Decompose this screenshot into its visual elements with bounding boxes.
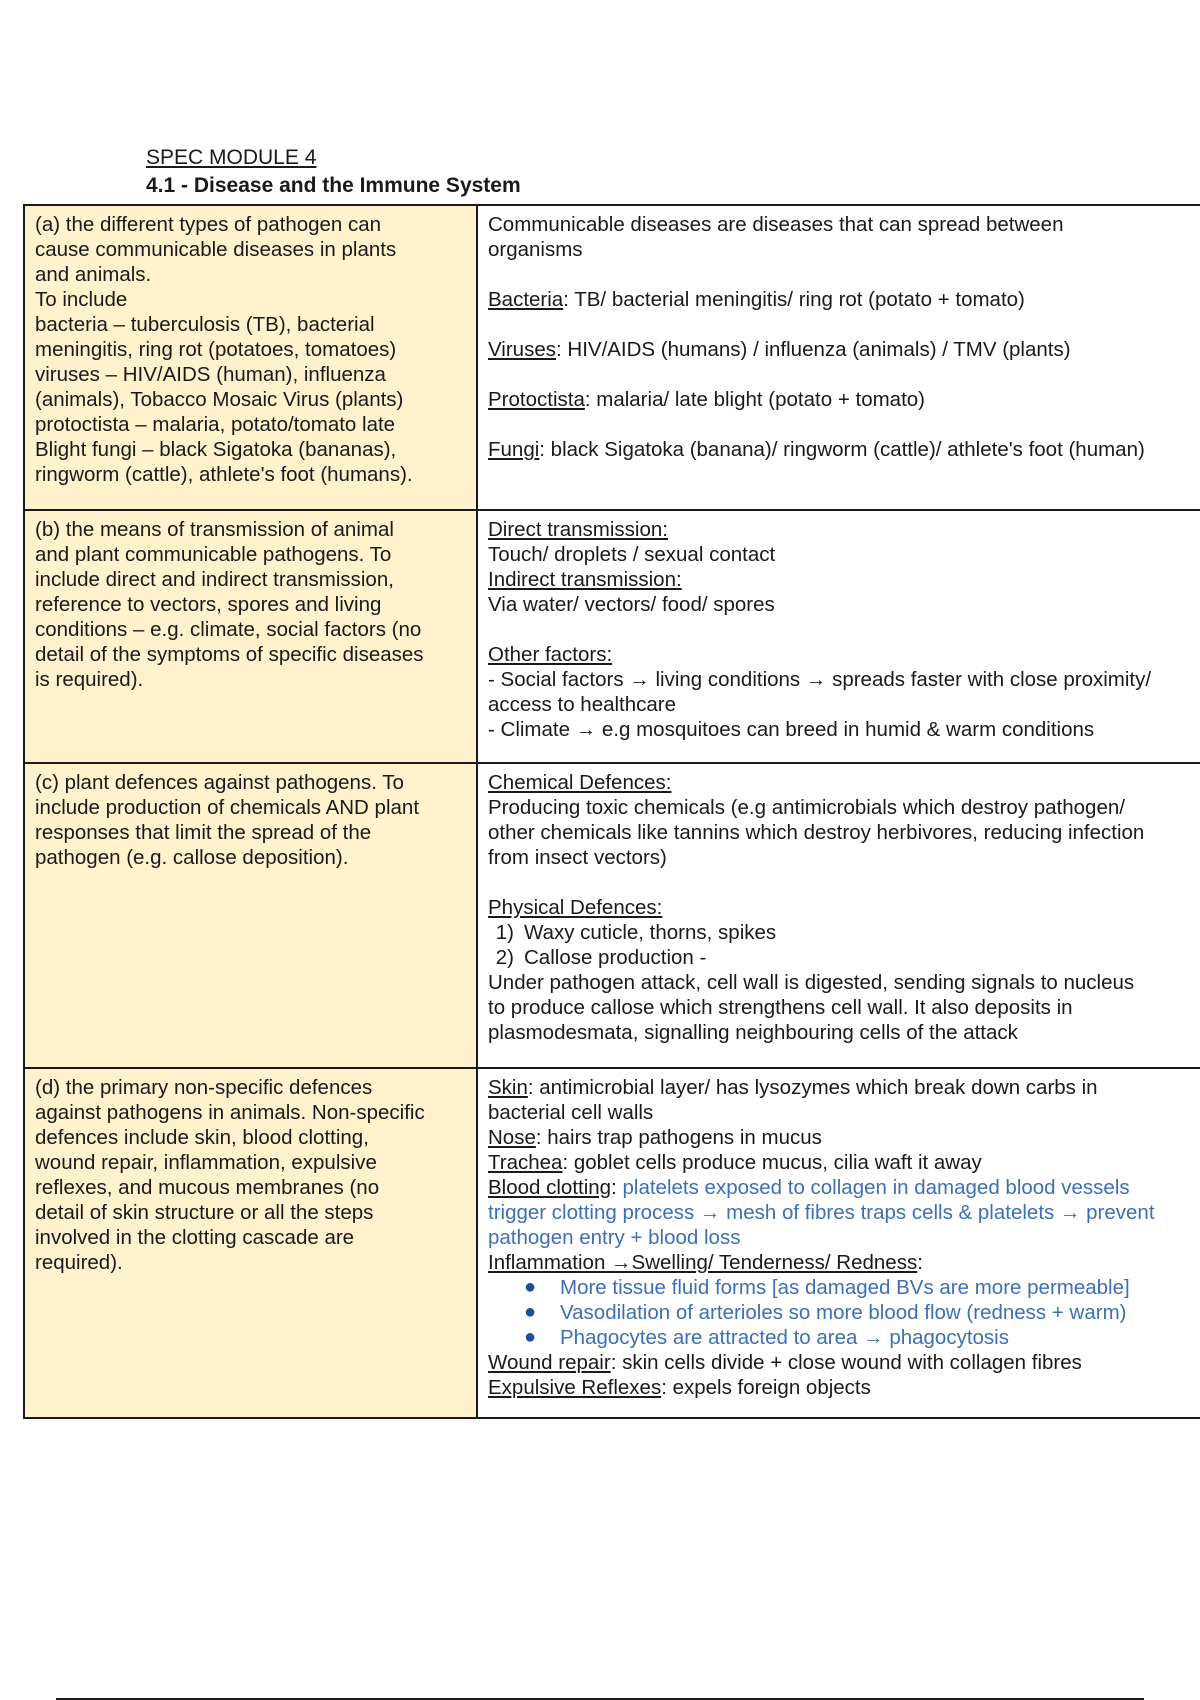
spec-line: involved in the clotting cascade are — [35, 1226, 355, 1249]
clotting-sep: : — [611, 1176, 617, 1199]
notes-blood-clotting — [488, 1175, 1200, 1200]
spec-line: and plant communicable pathogens. To — [35, 543, 392, 566]
numbered-item-2 — [488, 945, 1200, 970]
spec-line: detail of the symptoms of specific diseases — [35, 643, 424, 666]
spec-cell-d — [24, 1068, 477, 1418]
social-factors-line: - Social factors → living conditions → spreads faster with close proximity/ — [488, 668, 1152, 691]
notes-intro-line: Communicable diseases are diseases that can spread between — [488, 213, 1064, 236]
spec-line: viruses – HIV/AIDS (human), influenza — [35, 363, 386, 386]
notes-bacteria — [488, 287, 1200, 312]
notes-viruses — [488, 337, 1200, 362]
skin-text: : antimicrobial layer/ has lysozymes which break down carbs in — [527, 1076, 1098, 1099]
table-row-d — [24, 1068, 1200, 1418]
wound-text: : skin cells divide + close wound with collagen fibres — [610, 1351, 1082, 1374]
notes-fungi — [488, 437, 1200, 462]
chemical-defences-line: other chemicals like tannins which destroy herbivores, reducing infection — [488, 821, 1145, 844]
skin-label: Skin — [488, 1076, 528, 1099]
document-header — [146, 144, 521, 200]
list-item — [488, 1325, 1200, 1350]
spec-notes-table — [23, 204, 1200, 1419]
spec-line: cause communicable diseases in plants — [35, 238, 397, 261]
spec-line: To include — [35, 288, 128, 311]
chemical-defences-line: from insect vectors) — [488, 846, 667, 869]
trachea-text: : goblet cells produce mucus, cilia waft it away — [562, 1151, 982, 1174]
numbered-item-1 — [488, 920, 1200, 945]
spec-line: responses that limit the spread of the — [35, 821, 372, 844]
spec-line: is required). — [35, 668, 144, 691]
item-text: Callose production - — [524, 946, 707, 969]
callose-line: plasmodesmata, signalling neighbouring cells of the attack — [488, 1021, 1018, 1044]
direct-transmission-label: Direct transmission: — [488, 518, 668, 541]
spec-line: include production of chemicals AND plant — [35, 796, 420, 819]
spec-line: detail of skin structure or all the steps — [35, 1201, 374, 1224]
bullet-icon: ● — [524, 1276, 537, 1298]
spec-cell-a — [24, 205, 477, 510]
skin-text-cont: bacterial cell walls — [488, 1101, 654, 1124]
spec-line: (a) the different types of pathogen can — [35, 213, 382, 236]
bullet-icon: ● — [524, 1301, 537, 1323]
notes-cell-c — [477, 763, 1200, 1068]
clotting-text-cont: trigger clotting process → mesh of fibres traps cells & platelets → prevent — [488, 1201, 1155, 1224]
list-item — [488, 1300, 1200, 1325]
spec-line: pathogen (e.g. callose deposition). — [35, 846, 349, 869]
spec-line: (b) the means of transmission of animal — [35, 518, 394, 541]
notes-skin — [488, 1075, 1200, 1100]
callose-line: to produce callose which strengthens cell wall. It also deposits in — [488, 996, 1073, 1019]
notes-intro-line: organisms — [488, 238, 583, 261]
chemical-defences-label: Chemical Defences: — [488, 771, 672, 794]
climate-line: - Climate → e.g mosquitoes can breed in humid & warm conditions — [488, 718, 1095, 741]
bullet-icon: ● — [524, 1326, 537, 1348]
viruses-text: : HIV/AIDS (humans) / influenza (animals) / TMV (plants) — [556, 338, 1071, 361]
direct-transmission-text: Touch/ droplets / sexual contact — [488, 543, 776, 566]
item-number: 2) — [495, 946, 514, 969]
notes-nose — [488, 1125, 1200, 1150]
notes-cell-d — [477, 1068, 1200, 1418]
spec-line: conditions – e.g. climate, social factors (no — [35, 618, 422, 641]
spec-line: against pathogens in animals. Non-specific — [35, 1101, 425, 1124]
spec-line: Blight fungi – black Sigatoka (bananas), — [35, 438, 397, 461]
bullet-text: Phagocytes are attracted to area → phagocytosis — [560, 1326, 1009, 1349]
notes-cell-b — [477, 510, 1200, 763]
notes-expulsive — [488, 1375, 1200, 1400]
table-row-a — [24, 205, 1200, 510]
spec-line: bacteria – tuberculosis (TB), bacterial — [35, 313, 375, 336]
spec-line: (d) the primary non-specific defences — [35, 1076, 373, 1099]
spec-line: reference to vectors, spores and living — [35, 593, 382, 616]
indirect-transmission-label: Indirect transmission: — [488, 568, 682, 591]
item-text: Waxy cuticle, thorns, spikes — [524, 921, 777, 944]
protoctista-text: : malaria/ late blight (potato + tomato) — [584, 388, 925, 411]
notes-trachea — [488, 1150, 1200, 1175]
module-title: SPEC MODULE 4 — [146, 146, 317, 169]
wound-label: Wound repair — [488, 1351, 611, 1374]
spec-line: protoctista – malaria, potato/tomato late — [35, 413, 396, 436]
spec-line: wound repair, inflammation, expulsive — [35, 1151, 377, 1174]
fungi-text: : black Sigatoka (banana)/ ringworm (cattle)/ athlete's foot (human) — [539, 438, 1145, 461]
expulsive-text: : expels foreign objects — [661, 1376, 871, 1399]
viruses-label: Viruses — [488, 338, 556, 361]
bullet-text: More tissue fluid forms [as damaged BVs are more permeable] — [560, 1276, 1130, 1299]
nose-text: : hairs trap pathogens in mucus — [535, 1126, 822, 1149]
table-row-c — [24, 763, 1200, 1068]
bacteria-text: : TB/ bacterial meningitis/ ring rot (potato + tomato) — [563, 288, 1025, 311]
list-item — [488, 1275, 1200, 1300]
spec-line: include direct and indirect transmission, — [35, 568, 394, 591]
notes-protoctista — [488, 387, 1200, 412]
notes-inflammation — [488, 1250, 1200, 1275]
inflammation-sep: : — [917, 1251, 923, 1274]
spec-cell-b — [24, 510, 477, 763]
spec-line: meningitis, ring rot (potatoes, tomatoes) — [35, 338, 397, 361]
spec-line: (animals), Tobacco Mosaic Virus (plants) — [35, 388, 404, 411]
spec-line: defences include skin, blood clotting, — [35, 1126, 369, 1149]
physical-defences-label: Physical Defences: — [488, 896, 663, 919]
inflammation-label: Inflammation →Swelling/ Tenderness/ Redness — [488, 1251, 918, 1274]
bullet-text: Vasodilation of arterioles so more blood flow (redness + warm) — [560, 1301, 1127, 1324]
section-title: 4.1 - Disease and the Immune System — [146, 174, 521, 197]
callose-line: Under pathogen attack, cell wall is digested, sending signals to nucleus — [488, 971, 1135, 994]
social-factors-line: access to healthcare — [488, 693, 677, 716]
item-number: 1) — [495, 921, 514, 944]
spec-line: and animals. — [35, 263, 152, 286]
chemical-defences-line: Producing toxic chemicals (e.g antimicrobials which destroy pathogen/ — [488, 796, 1125, 819]
trachea-label: Trachea — [488, 1151, 563, 1174]
nose-label: Nose — [488, 1126, 536, 1149]
spec-line: required). — [35, 1251, 123, 1274]
clotting-text: platelets exposed to collagen in damaged blood vessels — [616, 1176, 1130, 1199]
expulsive-label: Expulsive Reflexes — [488, 1376, 662, 1399]
other-factors-label: Other factors: — [488, 643, 613, 666]
fungi-label: Fungi — [488, 438, 540, 461]
clotting-label: Blood clotting — [488, 1176, 612, 1199]
spec-line: (c) plant defences against pathogens. To — [35, 771, 404, 794]
indirect-transmission-text: Via water/ vectors/ food/ spores — [488, 593, 775, 616]
notes-wound-repair — [488, 1350, 1200, 1375]
notes-cell-a — [477, 205, 1200, 510]
bacteria-label: Bacteria — [488, 288, 564, 311]
spec-cell-c — [24, 763, 477, 1068]
spec-line: reflexes, and mucous membranes (no — [35, 1176, 380, 1199]
protoctista-label: Protoctista — [488, 388, 585, 411]
table-row-b — [24, 510, 1200, 763]
clotting-text-cont: pathogen entry + blood loss — [488, 1226, 741, 1249]
spec-line: ringworm (cattle), athlete's foot (humans). — [35, 463, 413, 486]
